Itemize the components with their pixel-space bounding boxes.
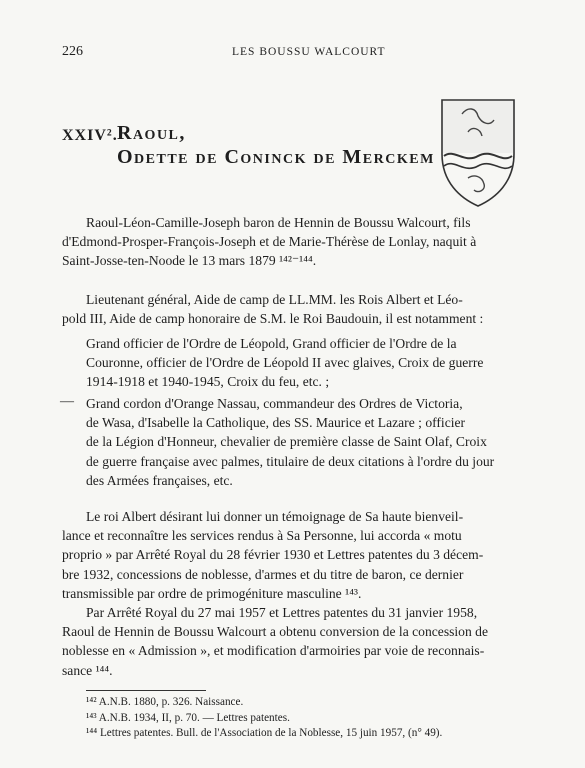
text-line: Grand cordon d'Orange Nassau, commandeur des Ordres de Victoria, bbox=[86, 396, 463, 411]
text-line: bre 1932, concessions de noblesse, d'armes et du titre de baron, ce dernier bbox=[62, 566, 464, 582]
text-line: transmissible par ordre de primogéniture masculine ¹⁴³. bbox=[62, 585, 362, 601]
text-line: Raoul-Léon-Camille-Joseph baron de Hennin de Boussu Walcourt, fils bbox=[86, 215, 471, 230]
text-line: proprio » par Arrêté Royal du 28 février 1930 et Lettres patentes du 3 décem- bbox=[62, 547, 484, 563]
text-line: des Armées françaises, etc. bbox=[86, 472, 233, 488]
text-line: de la Légion d'Honneur, chevalier de première classe de Saint Olaf, Croix bbox=[86, 434, 487, 450]
chapter-title-line-1: Raoul, bbox=[117, 122, 186, 144]
footnote-142: ¹⁴² A.N.B. 1880, p. 326. Naissance. bbox=[86, 696, 244, 708]
text-line: Couronne, officier de l'Ordre de Léopold II avec glaives, Croix de guerre bbox=[86, 355, 484, 371]
chapter-number: XXIV². bbox=[62, 127, 118, 144]
text-line: Le roi Albert désirant lui donner un témoignage de Sa haute bienveil- bbox=[86, 509, 464, 524]
footnote-144: ¹⁴⁴ Lettres patentes. Bull. de l'Association de la Noblesse, 15 juin 1957, (n° 49). bbox=[86, 727, 443, 740]
text-line: pold III, Aide de camp honoraire de S.M. le Roi Baudouin, il est notamment : bbox=[62, 311, 484, 327]
text-line: Saint-Josse-ten-Noode le 13 mars 1879 ¹⁴²⁻¹⁴⁴. bbox=[62, 253, 317, 269]
page-header bbox=[62, 44, 525, 64]
paragraph-admission bbox=[62, 603, 535, 680]
text-line: 1914-1918 et 1940-1945, Croix du feu, etc. ; bbox=[86, 374, 330, 390]
text-line: sance ¹⁴⁴. bbox=[62, 662, 113, 678]
chapter-title bbox=[117, 122, 435, 168]
margin-mark: — bbox=[60, 394, 74, 409]
paragraph-rank bbox=[62, 290, 535, 328]
page-number: 226 bbox=[62, 44, 83, 59]
text-line: de guerre française avec palmes, titulaire de deux citations à l'ordre du jour bbox=[86, 453, 495, 469]
chapter-title-line-2: Odette de Coninck de Merckem bbox=[117, 146, 435, 168]
text-line: Raoul de Hennin de Boussu Walcourt a obtenu conversion de la concession de bbox=[62, 624, 488, 640]
footnote-separator bbox=[86, 690, 206, 691]
text-line: noblesse en « Admission », et modification d'armoiries par voie de reconnais- bbox=[62, 643, 485, 659]
text-line: de Wasa, d'Isabelle la Catholique, des SS. Maurice et Lazare ; officier bbox=[86, 415, 466, 431]
text-line: lance et reconnaître les services rendus à Sa Personne, lui accorda « motu bbox=[62, 528, 462, 544]
paragraph-ennoblement bbox=[62, 507, 535, 603]
running-head: LES BOUSSU WALCOURT bbox=[232, 46, 386, 58]
text-line: Grand officier de l'Ordre de Léopold, Grand officier de l'Ordre de la bbox=[86, 336, 457, 351]
paragraph-birth bbox=[62, 213, 535, 271]
paragraph-decorations bbox=[86, 334, 535, 392]
footnotes bbox=[86, 695, 535, 742]
coat-of-arms-icon bbox=[438, 96, 518, 208]
text-line: Lieutenant général, Aide de camp de LL.MM. les Rois Albert et Léo- bbox=[86, 292, 463, 307]
text-line: d'Edmond-Prosper-François-Joseph et de Marie-Thérèse de Lonlay, naquit à bbox=[62, 234, 477, 250]
text-line: Par Arrêté Royal du 27 mai 1957 et Lettres patentes du 31 janvier 1958, bbox=[86, 605, 478, 620]
paragraph-foreign-orders bbox=[86, 394, 535, 490]
footnote-143: ¹⁴³ A.N.B. 1934, II, p. 70. — Lettres patentes. bbox=[86, 711, 290, 724]
